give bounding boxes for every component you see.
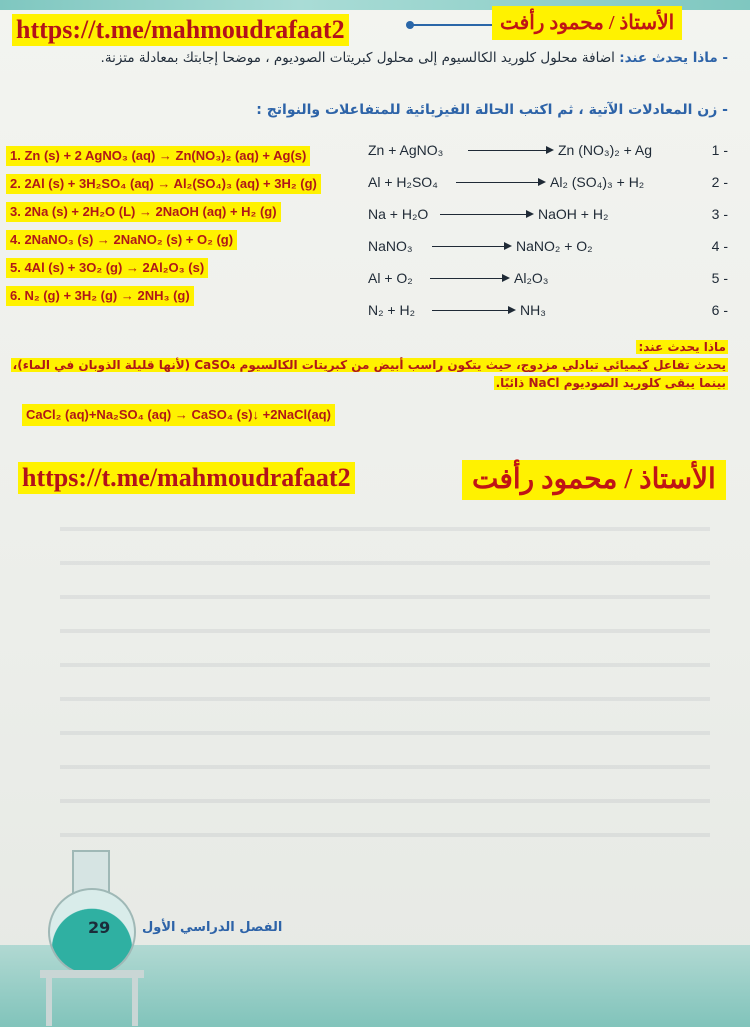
- question-prefix: - ماذا يحدث عند:: [619, 50, 728, 66]
- precipitation-reaction: CaCl₂ (aq)+Na₂SO₄ (aq) → CaSO₄ (s)↓ +2NaCl(aq): [22, 404, 335, 426]
- equation-products: Al₂O₃: [514, 270, 549, 286]
- equation-number: 5 -: [711, 270, 728, 286]
- reaction-arrow-icon: [456, 182, 544, 183]
- semester-label: الفصل الدراسي الأول: [142, 920, 283, 935]
- stand-leg: [132, 976, 138, 1026]
- balanced-equation: 6. N₂ (g) + 3H₂ (g) → 2NH₃ (g): [6, 286, 194, 306]
- equation-products: NaOH + H₂: [538, 206, 609, 222]
- equations-list: [368, 136, 728, 328]
- faded-background-text: [60, 505, 710, 865]
- stand-leg: [46, 976, 52, 1026]
- telegram-link-top[interactable]: https://t.me/mahmoudrafaat2: [12, 14, 349, 46]
- answer-title: ماذا يحدث عند:: [638, 340, 726, 354]
- author-name-top: الأستاذ / محمود رأفت: [492, 6, 682, 40]
- reaction-arrow-icon: [468, 150, 552, 151]
- answer-line: بينما يبقى كلوريد الصوديوم NaCl ذائبًا.: [495, 376, 726, 390]
- equation-products: NaNO₂ + O₂: [516, 238, 593, 254]
- equation-row: [368, 200, 728, 232]
- equation-products: NH₃: [520, 302, 546, 318]
- equation-number: 6 -: [711, 302, 728, 318]
- equation-reactants: Al + H₂SO₄: [368, 174, 438, 190]
- equation-row: [368, 296, 728, 328]
- equation-number: 4 -: [711, 238, 728, 254]
- balanced-equation: 3. 2Na (s) + 2H₂O (L) → 2NaOH (aq) + H₂ (g): [6, 202, 281, 222]
- equation-products: Zn (NO₃)₂ + Ag: [558, 142, 652, 158]
- author-name-mid: الأستاذ / محمود رأفت: [462, 460, 726, 500]
- balanced-equation: 2. 2Al (s) + 3H₂SO₄ (aq) → Al₂(SO₄)₃ (aq) + 3H₂ (g): [6, 174, 321, 194]
- reaction-arrow-icon: [430, 278, 508, 279]
- decorative-line: [410, 24, 500, 26]
- balanced-equation: 1. Zn (s) + 2 AgNO₃ (aq) → Zn(NO₃)₂ (aq) + Ag(s): [6, 146, 310, 166]
- question-text: اضافة محلول كلوريد الكالسيوم إلى محلول كبريتات الصوديوم ، موضحا إجابتك بمعادلة متزنة.: [100, 50, 615, 66]
- question-balance-equations: - زن المعادلات الآتية ، ثم اكتب الحالة الفيزيائية للمتفاعلات والنواتج :: [256, 102, 728, 118]
- equation-reactants: Na + H₂O: [368, 206, 429, 222]
- answer-what-happens: [8, 338, 728, 392]
- telegram-link-mid[interactable]: https://t.me/mahmoudrafaat2: [18, 462, 355, 494]
- page-number: 29: [88, 918, 111, 937]
- question-what-happens: [88, 48, 728, 68]
- equation-number: 2 -: [711, 174, 728, 190]
- equation-reactants: Al + O₂: [368, 270, 413, 286]
- balanced-equation: 4. 2NaNO₃ (s) → 2NaNO₂ (s) + O₂ (g): [6, 230, 237, 250]
- stand-icon: [40, 970, 144, 978]
- equation-reactants: Zn + AgNO₃: [368, 142, 444, 158]
- reaction-arrow-icon: [432, 246, 510, 247]
- equation-row: [368, 168, 728, 200]
- equation-number: 3 -: [711, 206, 728, 222]
- equation-number: 1 -: [711, 142, 728, 158]
- equation-products: Al₂ (SO₄)₃ + H₂: [550, 174, 645, 190]
- balanced-equation: 5. 4Al (s) + 3O₂ (g) → 2Al₂O₃ (s): [6, 258, 208, 278]
- balanced-answers-list: [6, 146, 321, 314]
- equation-row: [368, 232, 728, 264]
- equation-row: [368, 264, 728, 296]
- equation-reactants: N₂ + H₂: [368, 302, 416, 318]
- equation-reactants: NaNO₃: [368, 238, 413, 254]
- reaction-arrow-icon: [440, 214, 532, 215]
- answer-line: يحدث تفاعل كيميائي تبادلي مزدوج، حيث يتكون راسب أبيض من كبريتات الكالسيوم CaSO₄ (لأنها قليلة الذوبان في الماء)،: [12, 358, 726, 372]
- reaction-arrow-icon: [432, 310, 514, 311]
- equation-row: [368, 136, 728, 168]
